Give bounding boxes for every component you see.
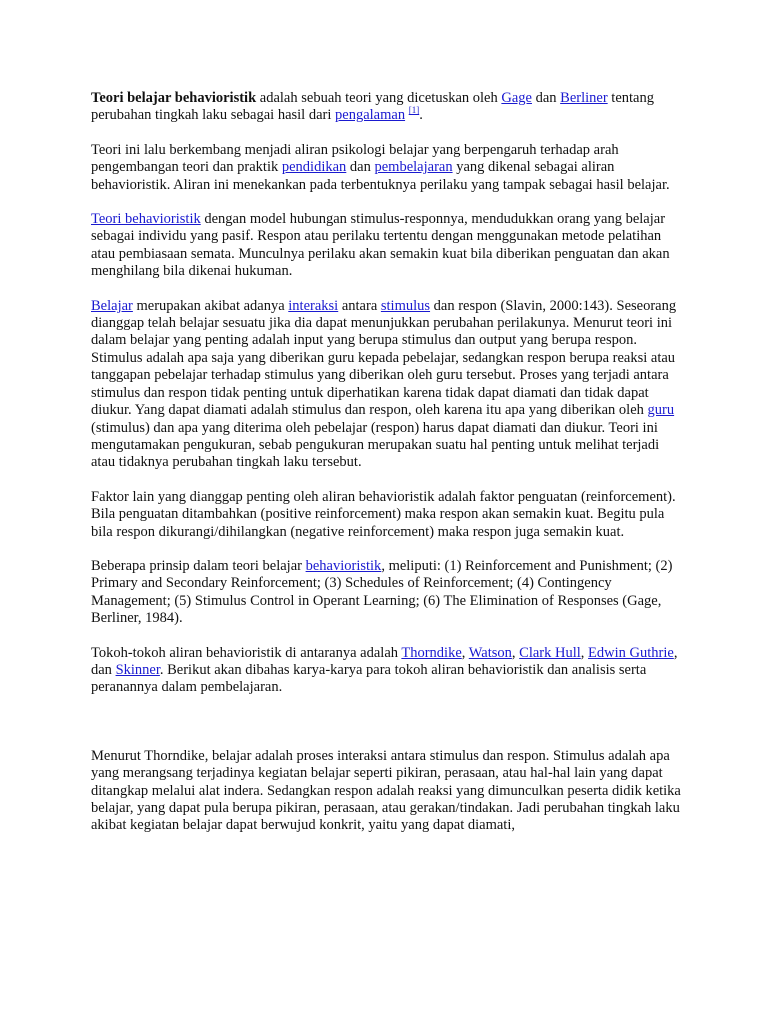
link-behavioristik[interactable]: behavioristik <box>305 557 382 574</box>
paragraph-text: (stimulus) dan apa yang diterima oleh pebelajar (respon) harus dapat diamati dan diukur. Teori ini mengutamakan pengukuran, sebab pengukuran merupakan suatu hal penting untuk melihat terjadi atau tidaknya perubahan tingkah laku tersebut. <box>91 419 660 471</box>
paragraph-text: Faktor lain yang dianggap penting oleh aliran behavioristik adalah faktor penguatan (reinforcement). Bila penguatan ditambahkan (positive reinforcement) maka respon akan semakin kuat. Begitu pula bila respon dikurangi/dihilangkan (negative reinforcement) maka respon juga semakin kuat. <box>91 488 676 540</box>
link-skinner[interactable]: Skinner <box>115 661 160 678</box>
link-watson[interactable]: Watson <box>468 644 512 661</box>
paragraph-text: , dan <box>91 644 678 678</box>
paragraph-text: adalah sebuah teori yang dicetuskan oleh <box>256 90 502 106</box>
paragraph-6 <box>91 558 683 628</box>
paragraph-text: dan <box>346 159 375 176</box>
link-belajar[interactable]: Belajar <box>91 297 133 314</box>
paragraph-text: Tokoh-tokoh aliran behavioristik di antaranya adalah <box>91 644 402 661</box>
link-guru[interactable]: guru <box>647 402 675 419</box>
paragraph-5 <box>91 489 683 541</box>
paragraph-4 <box>91 298 683 472</box>
paragraph-2 <box>91 142 683 194</box>
paragraph-text: . <box>419 107 423 124</box>
paragraph-text: Menurut Thorndike, belajar adalah proses interaksi antara stimulus dan respon. Stimulus adalah apa yang merangsang terjadinya kegiatan belajar seperti pikiran, perasaan, atau hal-hal lain yang dapat ditangkap melalui alat indera. Sedangkan respon adalah reaksi yang dimunculkan peserta didik ketika belajar, yang dapat pula berupa pikiran, perasaan, atau gerakan/tindakan. Jadi perubahan tingkah laku akibat kegiatan belajar dapat berwujud konkrit, yaitu yang dapat diamati, <box>91 747 681 834</box>
link-pembelajaran[interactable]: pembelajaran <box>374 159 453 176</box>
paragraph-text: , <box>511 644 520 661</box>
paragraph-text: yang dikenal sebagai aliran behavioristik. Aliran ini menekankan pada terbentuknya perilaku yang tampak sebagai hasil belajar. <box>91 159 670 193</box>
paragraph-text: , <box>580 644 589 661</box>
paragraph-text: , meliputi: (1) Reinforcement and Punishment; (2) Primary and Secondary Reinforcement; (3) Schedules of Reinforcement; (4) Contingency Management; (5) Stimulus Control in Operant Learning; (6) The Elimination of Responses (Gage, Berliner, 1984). <box>91 557 673 627</box>
paragraph-text: Teori ini lalu berkembang menjadi aliran psikologi belajar yang berpengaruh terhadap arah pengembangan teori dan praktik <box>91 141 619 176</box>
paragraph-text: . Berikut akan dibahas karya-karya para tokoh aliran behavioristik dan analisis serta peranannya dalam pembelajaran. <box>91 661 647 696</box>
paragraph-1 <box>91 90 683 125</box>
link-pengalaman[interactable]: pengalaman <box>335 107 406 124</box>
paragraph-text: dengan model hubungan stimulus-responnya, mendudukkan orang yang belajar sebagai individu yang pasif. Respon atau perilaku tertentu dengan menggunakan metode pelatihan atau pembiasaan semata. Munculnya perilaku akan semakin kuat bila diberikan penguatan dan akan menghilang bila dikenai hukuman. <box>91 211 670 280</box>
paragraph-text: antara <box>338 297 381 314</box>
link-teori-behavioristik[interactable]: Teori behavioristik <box>91 211 201 228</box>
link-stimulus[interactable]: stimulus <box>380 297 431 314</box>
paragraph-3 <box>91 211 683 281</box>
link-berliner[interactable]: Berliner <box>560 90 608 106</box>
paragraph-text: , <box>461 644 469 661</box>
blank-space <box>91 714 683 748</box>
link-clark-hull[interactable]: Clark Hull <box>519 644 581 661</box>
paragraph-text: Beberapa prinsip dalam teori belajar <box>91 557 306 574</box>
link-interaksi[interactable]: interaksi <box>288 297 339 314</box>
footnote-ref-1[interactable]: [1] <box>408 105 420 116</box>
paragraph-text: merupakan akibat adanya <box>132 297 289 314</box>
link-thorndike[interactable]: Thorndike <box>401 644 462 661</box>
term-teori-belajar-behavioristik: Teori belajar behavioristik <box>91 90 257 106</box>
paragraph-text: dan respon (Slavin, 2000:143). Seseorang dianggap telah belajar sesuatu jika dia dapat menunjukkan perubahan perilakunya. Menurut teori ini dalam belajar yang penting adalah input yang berupa stimulus dan output yang berupa respon. Stimulus adalah apa saja yang diberikan guru kepada pebelajar, sedangkan respon berupa reaksi atau tanggapan pebelajar terhadap stimulus yang diberikan oleh guru tersebut. Proses yang terjadi antara stimulus dan respon tidak penting untuk diperhatikan karena tidak dapat diamati dan tidak dapat diukur. Yang dapat diamati adalah stimulus dan respon, oleh karena itu apa yang diberikan oleh <box>91 297 677 419</box>
paragraph-text: dan <box>531 90 561 106</box>
paragraph-text: tentang perubahan tingkah laku sebagai hasil dari <box>91 90 654 124</box>
link-edwin-guthrie[interactable]: Edwin Guthrie <box>588 644 674 661</box>
link-pendidikan[interactable]: pendidikan <box>281 159 347 176</box>
paragraph-7 <box>91 645 683 697</box>
document-body <box>91 90 683 852</box>
paragraph-8 <box>91 748 683 835</box>
link-gage[interactable]: Gage <box>501 90 532 106</box>
